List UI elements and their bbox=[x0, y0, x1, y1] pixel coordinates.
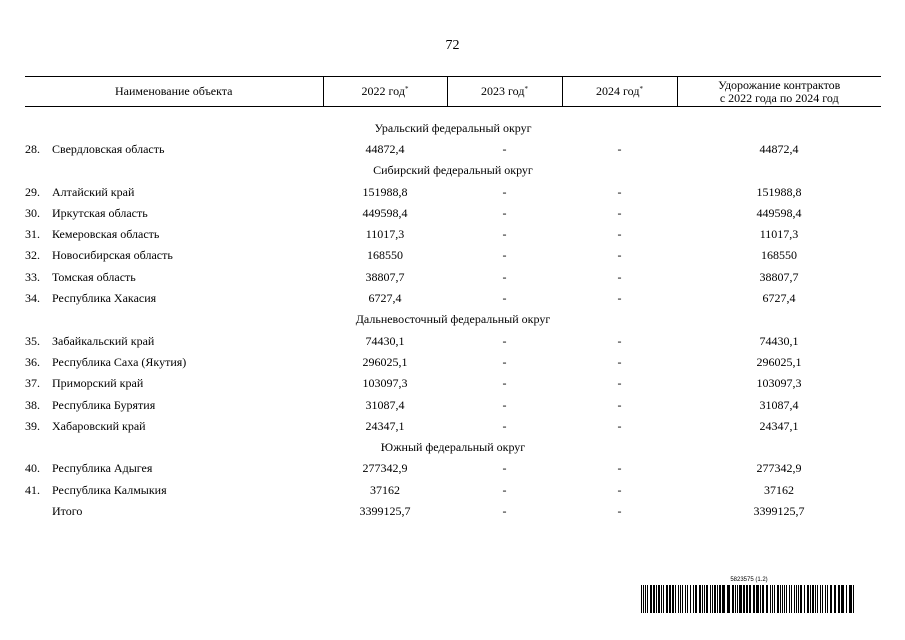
footnote-mark: * bbox=[639, 85, 643, 93]
district-row-far-east: Дальневосточный федеральный округ bbox=[355, 312, 551, 327]
document-barcode bbox=[641, 577, 857, 613]
district-row-south: Южный федеральный округ bbox=[380, 440, 526, 455]
table-header-row bbox=[25, 77, 881, 107]
total-label: Итого bbox=[52, 503, 83, 518]
contracts-table bbox=[25, 76, 881, 522]
table-row: 33. Томская область 38807,7 - - 38807,7 bbox=[25, 269, 799, 284]
table-row: 31. Кемеровская область 11017,3 - - 11017,3 bbox=[25, 227, 799, 242]
table-row: 36. Республика Саха (Якутия) 296025,1 - - 296025,1 bbox=[25, 354, 802, 369]
row-name: Свердловская область bbox=[52, 141, 165, 156]
row-number: 28. bbox=[25, 141, 40, 156]
barcode-label: 5823575 (1.2) bbox=[730, 577, 768, 583]
header-name: Наименование объекта bbox=[25, 77, 323, 107]
table-row: 39. Хабаровский край 24347,1 - - 24347,1 bbox=[25, 418, 799, 433]
footnote-mark: * bbox=[524, 85, 528, 93]
table-row: 32. Новосибирская область 168550 - - 168550 bbox=[25, 248, 797, 263]
table-row: 40. Республика Адыгея 277342,9 - - 277342,9 bbox=[25, 461, 802, 476]
table-row: 29. Алтайский край 151988,8 - - 151988,8 bbox=[25, 184, 802, 199]
table-row: 41. Республика Калмыкия 37162 - - 37162 bbox=[25, 482, 794, 497]
district-row-ural: Уральский федеральный округ bbox=[374, 120, 532, 135]
header-2023: 2023 год* bbox=[447, 77, 562, 107]
page-number: 72 bbox=[445, 38, 460, 53]
table-row: 37. Приморский край 103097,3 - - 103097,3 bbox=[25, 376, 802, 391]
footnote-mark: * bbox=[404, 85, 409, 93]
total-row: Итого 3399125,7 - - 3399125,7 bbox=[52, 503, 805, 518]
header-2024: 2024 год* bbox=[562, 77, 677, 107]
table-row: 34. Республика Хакасия 6727,4 - - 6727,4 bbox=[25, 291, 796, 306]
table-row: 38. Республика Бурятия 31087,4 - - 31087,4 bbox=[25, 397, 799, 412]
table-row: 28. Свердловская область 44872,4 - - 44872,4 bbox=[25, 141, 799, 156]
barcode-icon bbox=[641, 585, 857, 613]
table-row: 35. Забайкальский край 74430,1 - - 74430,1 bbox=[25, 333, 799, 348]
header-2022: 2022 год* bbox=[323, 77, 447, 107]
header-increase: Удорожание контрактов с 2022 года по 2024 год bbox=[677, 77, 881, 107]
district-row-siberia: Сибирский федеральный округ bbox=[373, 163, 533, 178]
table-row: 30. Иркутская область 449598,4 - - 449598,4 bbox=[25, 205, 802, 220]
